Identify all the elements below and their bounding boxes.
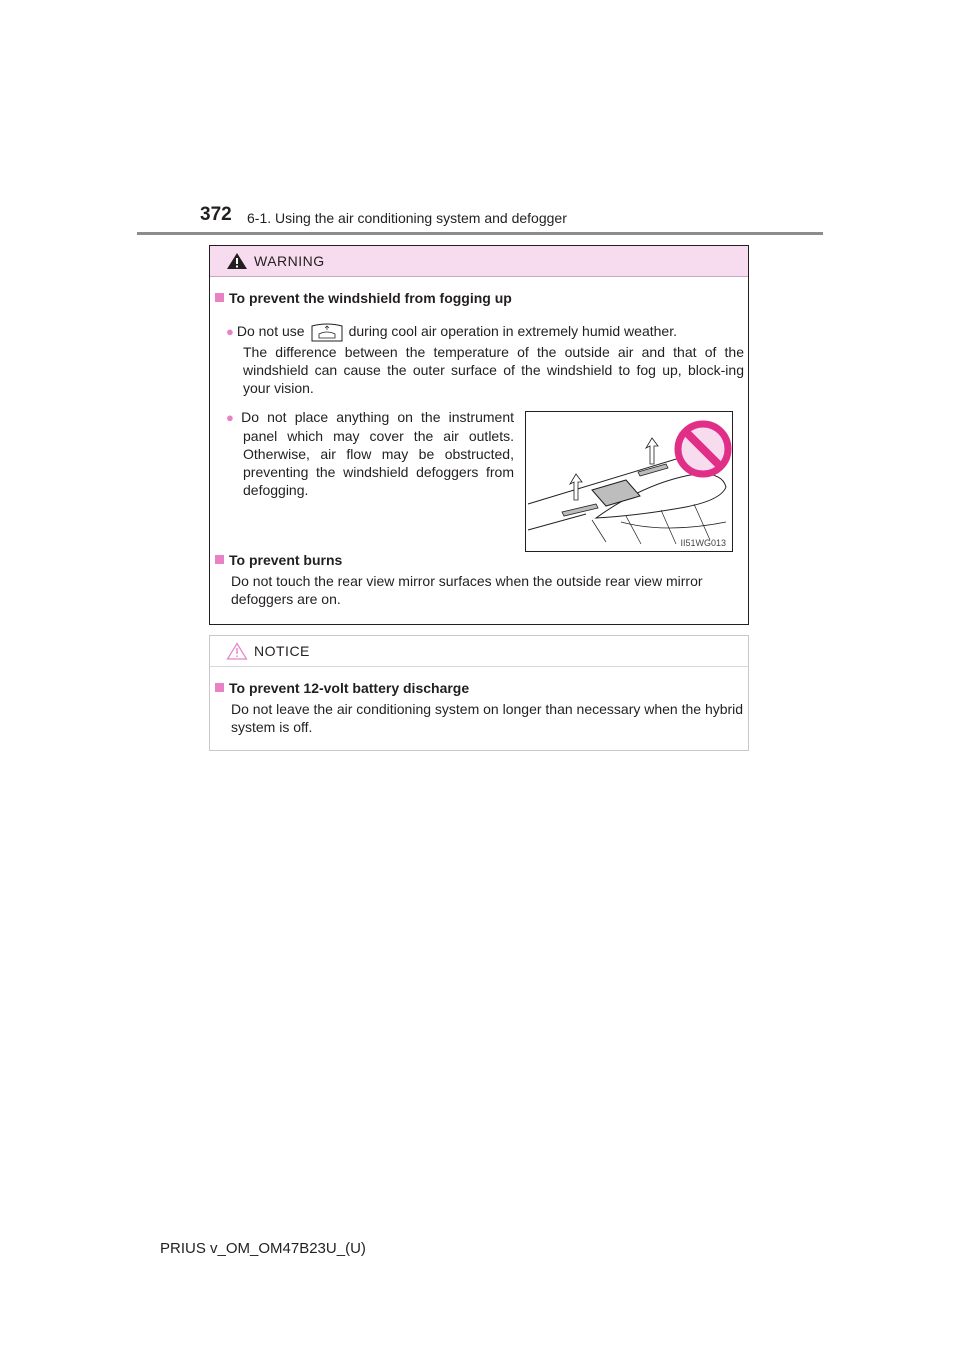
front-defogger-button-icon [309,321,345,343]
notice-heading: To prevent 12-volt battery discharge [215,680,469,696]
illustration-code: II51WG013 [680,538,726,548]
burns-heading: To prevent burns [215,552,342,568]
notice-header [210,636,748,667]
burns-text: Do not touch the rear view mirror surfaces when the outside rear view mirror defoggers are on. [231,573,703,607]
header-rule [137,232,823,235]
fog-bullet-2: ● Do not place anything on the instrument panel which may cover the air outlets. Otherwise, air flow may be obstructed, preventing the windshield defoggers from defogging. [226,409,514,498]
notice-text: Do not leave the air conditioning system on longer than necessary when the hybrid system is off. [231,701,744,735]
page-number: 372 [200,204,232,225]
notice-label: NOTICE [254,643,310,659]
dashboard-drawing [526,412,732,551]
fog-bullet-1: ● Do not use during cool air operation in extremely humid weather. The difference between the temperature of the outside air and that of the windshield can cause the outer surface of the windshield to fog up, block-ing your vision. [226,323,744,396]
instrument-panel-illustration [525,411,733,552]
warning-header [210,246,748,277]
fog-heading: To prevent the windshield from fogging up [215,290,512,306]
square-bullet-icon [215,683,224,692]
warning-label: WARNING [254,253,325,269]
notice-box [209,635,749,751]
document-id: PRIUS v_OM_OM47B23U_(U) [160,1240,366,1257]
section-title: 6-1. Using the air conditioning system and defogger [247,210,567,226]
circle-bullet-icon: ● [226,410,239,425]
square-bullet-icon [215,293,224,302]
warning-box [209,245,749,625]
square-bullet-icon [215,555,224,564]
caution-triangle-icon [226,642,248,660]
warning-triangle-icon [226,252,248,270]
circle-bullet-icon: ● [226,324,234,339]
page-header [200,204,820,234]
